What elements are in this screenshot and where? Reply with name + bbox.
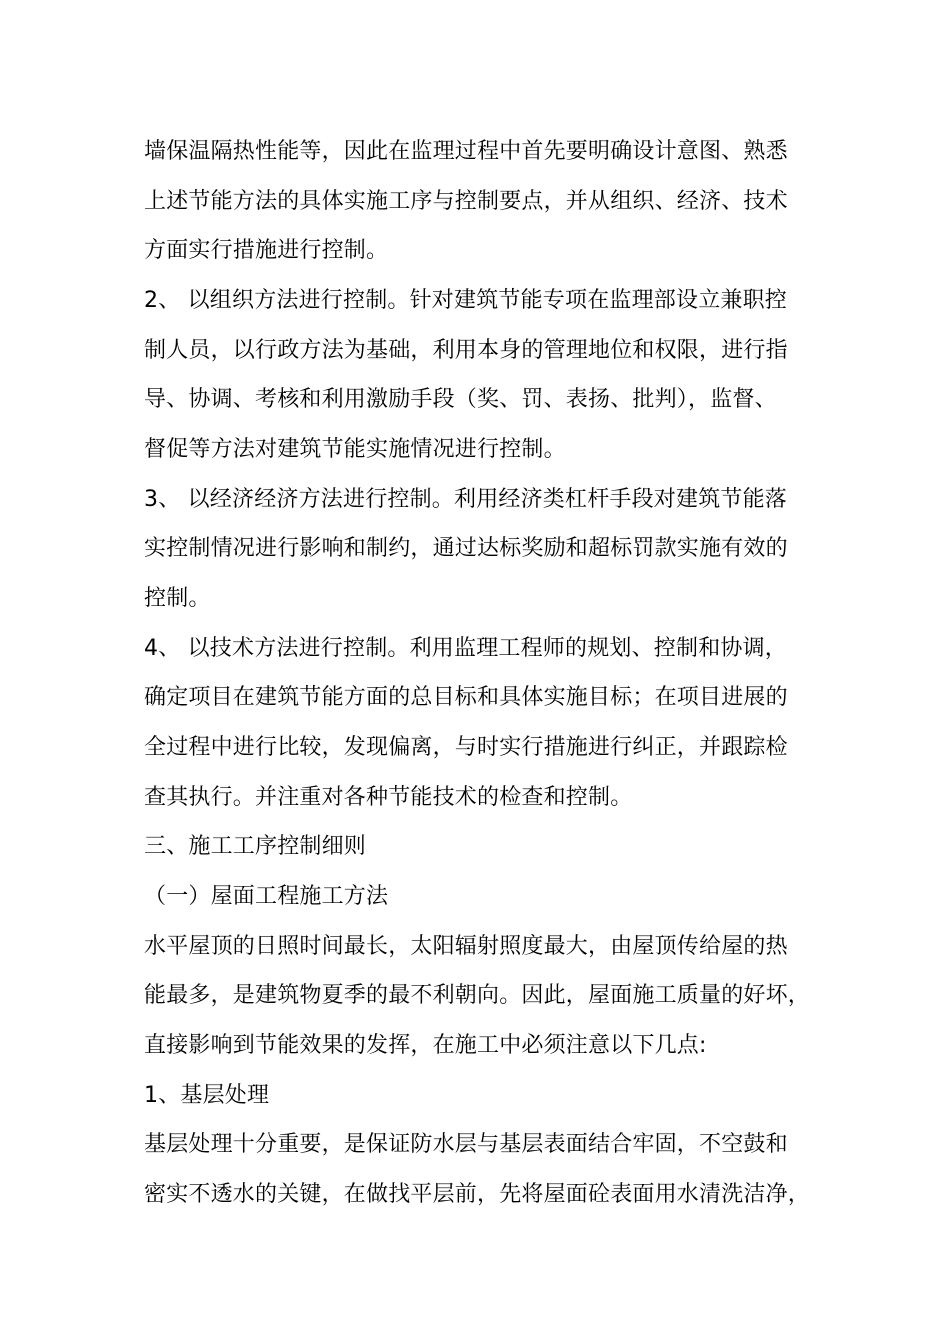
text-line: 制人员，以行政方法为基础，利用本身的管理地位和权限，进行指 — [144, 338, 788, 363]
text-line: 3、 以经济经济方法进行控制。利用经济类杠杆手段对建筑节能落 — [144, 487, 787, 512]
text-line: 2、 以组织方法进行控制。针对建筑节能专项在监理部设立兼职控 — [144, 288, 787, 313]
text-line: 上述节能方法的具体实施工序与控制要点，并从组织、经济、技术 — [144, 189, 788, 214]
text-line: 能最多，是建筑物夏季的最不利朝向。因此，屋面施工质量的好坏， — [144, 983, 811, 1008]
text-line: 基层处理十分重要，是保证防水层与基层表面结合牢固，不空鼓和 — [144, 1132, 788, 1157]
section-heading: 三、施工工序控制细则 — [144, 834, 367, 859]
subsection-heading: （一）屋面工程施工方法 — [144, 884, 389, 909]
text-line: 密实不透水的关键，在做找平层前，先将屋面砼表面用水清洗洁净， — [144, 1182, 811, 1207]
text-line: 4、 以技术方法进行控制。利用监理工程师的规划、控制和协调， — [144, 636, 787, 661]
text-line: 确定项目在建筑节能方面的总目标和具体实施目标；在项目进展的 — [144, 685, 788, 710]
text-line: 控制。 — [144, 586, 211, 611]
text-line: 直接影响到节能效果的发挥，在施工中必须注意以下几点: — [144, 1033, 707, 1058]
text-line: 水平屋顶的日照时间最长，太阳辐射照度最大，由屋顶传给屋的热 — [144, 934, 788, 959]
text-line: 方面实行措施进行控制。 — [144, 238, 389, 263]
item-heading: 1、基层处理 — [144, 1083, 270, 1108]
text-line: 导、协调、考核和利用激励手段（奖、罚、表扬、批判），监督、 — [144, 387, 777, 412]
text-line: 全过程中进行比较，发现偏离，与时实行措施进行纠正，并跟踪检 — [144, 735, 788, 760]
text-line: 实控制情况进行影响和制约，通过达标奖励和超标罚款实施有效的 — [144, 536, 788, 561]
text-line: 查其执行。并注重对各种节能技术的检查和控制。 — [144, 785, 633, 810]
text-line: 督促等方法对建筑节能实施情况进行控制。 — [144, 437, 566, 462]
text-line: 墙保温隔热性能等，因此在监理过程中首先要明确设计意图、熟悉 — [144, 139, 788, 164]
